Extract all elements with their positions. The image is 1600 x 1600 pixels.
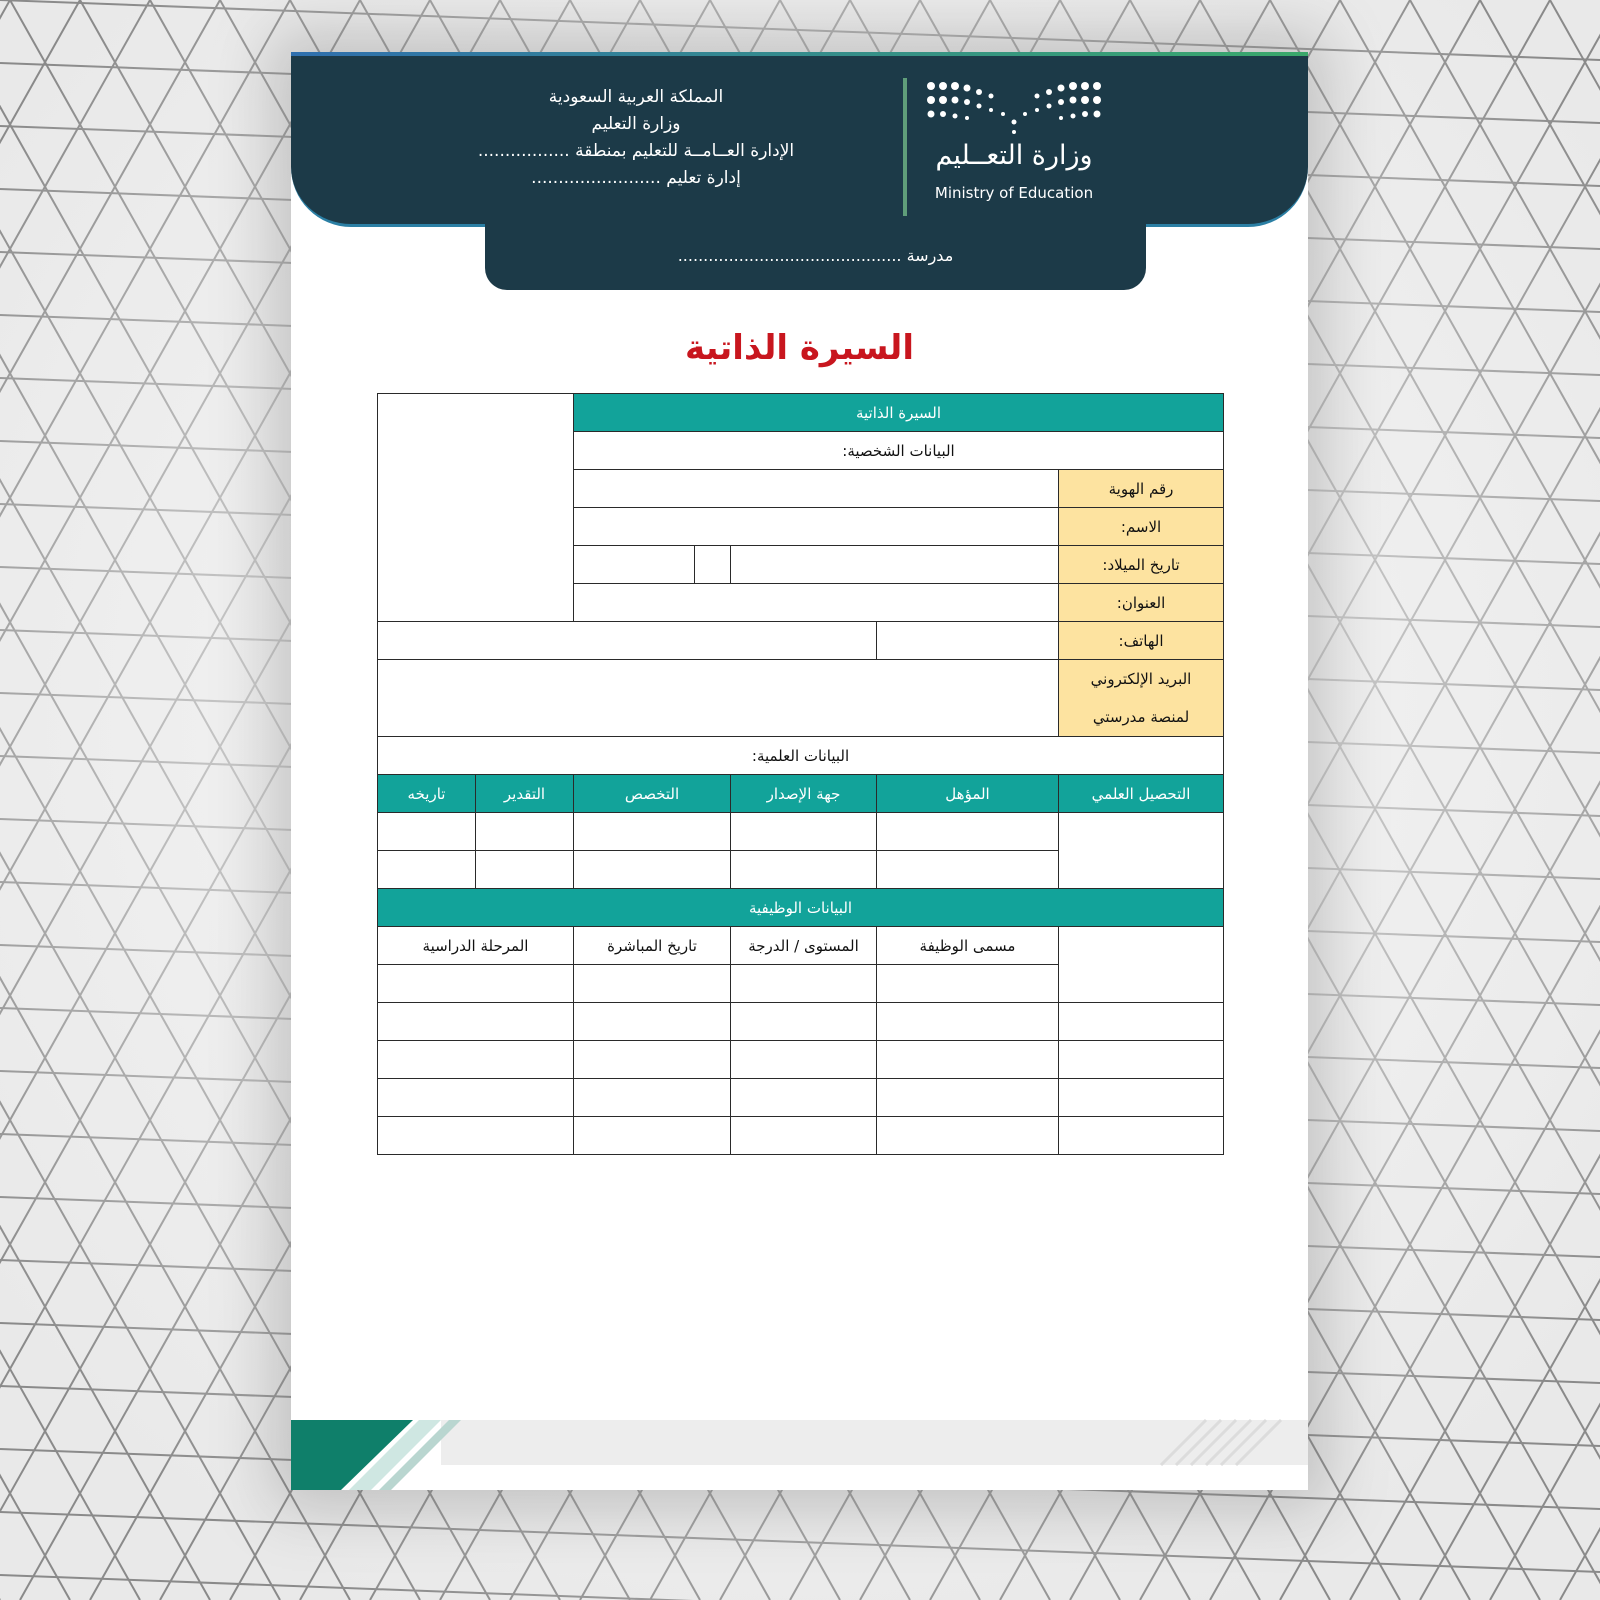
- cv-form-table: [377, 393, 1224, 1155]
- academic-col-issuer: جهة الإصدار: [731, 775, 877, 813]
- table-cell[interactable]: [877, 1079, 1059, 1117]
- table-cell[interactable]: [731, 965, 877, 1003]
- header-divider: [903, 78, 907, 216]
- table-cell[interactable]: [378, 965, 574, 1003]
- table-cell[interactable]: [378, 851, 476, 889]
- table-cell[interactable]: [731, 1041, 877, 1079]
- personal-data-heading: البيانات الشخصية:: [574, 432, 1224, 470]
- table-cell[interactable]: [731, 1079, 877, 1117]
- table-cell[interactable]: [877, 1117, 1059, 1155]
- footer-decoration: [291, 1415, 1308, 1490]
- job-side-cell[interactable]: [1059, 927, 1224, 1003]
- general-administration-line: الإدارة العــامــة للتعليم بمنطقة .................: [477, 141, 795, 161]
- phone-field-2[interactable]: [378, 622, 877, 660]
- birth-date-month-field[interactable]: [695, 546, 731, 584]
- table-cell[interactable]: [1059, 1079, 1224, 1117]
- job-data-heading: البيانات الوظيفية: [378, 889, 1224, 927]
- email-field[interactable]: [378, 660, 1059, 737]
- cv-document-page: [291, 52, 1308, 1490]
- table-cell[interactable]: [731, 1003, 877, 1041]
- table-cell[interactable]: [378, 1079, 574, 1117]
- ministry-name: وزارة التعليم: [591, 114, 681, 134]
- id-number-label: رقم الهوية: [1059, 470, 1224, 508]
- kingdom-name: المملكة العربية السعودية: [548, 87, 724, 107]
- address-field[interactable]: [574, 584, 1059, 622]
- table-cell[interactable]: [574, 1003, 731, 1041]
- photo-box[interactable]: [378, 394, 574, 622]
- academic-col-date: تاريخه: [378, 775, 476, 813]
- email-label: [1059, 660, 1224, 737]
- email-label-line-1: البريد الإلكتروني: [1090, 670, 1192, 688]
- ministry-logo-dots-icon: [921, 78, 1107, 140]
- table-cell[interactable]: [731, 851, 877, 889]
- birth-date-label: تاريخ الميلاد:: [1059, 546, 1224, 584]
- page-title: السيرة الذاتية: [685, 328, 914, 368]
- academic-achievement-cell[interactable]: [1059, 813, 1224, 889]
- cv-table-header: السيرة الذاتية: [574, 394, 1224, 432]
- birth-date-day-field[interactable]: [731, 546, 1059, 584]
- job-col-start-date: تاريخ المباشرة: [574, 927, 731, 965]
- email-label-line-2: لمنصة مدرستي: [1092, 708, 1190, 726]
- name-field[interactable]: [574, 508, 1059, 546]
- school-name-bar: [485, 224, 1146, 290]
- table-cell[interactable]: [1059, 1041, 1224, 1079]
- table-cell[interactable]: [378, 1003, 574, 1041]
- academic-col-grade: التقدير: [476, 775, 574, 813]
- table-cell[interactable]: [378, 1117, 574, 1155]
- header-text-block: [441, 84, 831, 192]
- table-cell[interactable]: [877, 965, 1059, 1003]
- table-cell[interactable]: [731, 813, 877, 851]
- table-cell[interactable]: [1059, 1003, 1224, 1041]
- table-cell[interactable]: [1059, 1117, 1224, 1155]
- job-col-title: مسمى الوظيفة: [877, 927, 1059, 965]
- table-cell[interactable]: [476, 851, 574, 889]
- table-cell[interactable]: [574, 851, 731, 889]
- id-number-field[interactable]: [574, 470, 1059, 508]
- name-label: الاسم:: [1059, 508, 1224, 546]
- table-cell[interactable]: [574, 965, 731, 1003]
- phone-field-1[interactable]: [877, 622, 1059, 660]
- academic-col-specialization: التخصص: [574, 775, 731, 813]
- table-cell[interactable]: [378, 1041, 574, 1079]
- table-cell[interactable]: [378, 813, 476, 851]
- ministry-header-banner: [291, 56, 1308, 227]
- table-cell[interactable]: [877, 1041, 1059, 1079]
- academic-col-qualification: المؤهل: [877, 775, 1059, 813]
- education-office-line: إدارة تعليم ........................: [531, 168, 741, 188]
- academic-data-heading: البيانات العلمية:: [378, 737, 1224, 775]
- table-cell[interactable]: [731, 1117, 877, 1155]
- job-col-level: المستوى / الدرجة: [731, 927, 877, 965]
- ministry-logo: [921, 78, 1121, 218]
- table-cell[interactable]: [574, 1079, 731, 1117]
- job-col-school-stage: المرحلة الدراسية: [378, 927, 574, 965]
- school-name-field: مدرسة ............................................: [677, 246, 954, 265]
- table-cell[interactable]: [574, 813, 731, 851]
- academic-col-achievement: التحصيل العلمي: [1059, 775, 1224, 813]
- phone-label: الهاتف:: [1059, 622, 1224, 660]
- table-cell[interactable]: [476, 813, 574, 851]
- logo-arabic-text: وزارة التعــليم: [935, 140, 1093, 171]
- table-cell[interactable]: [877, 851, 1059, 889]
- address-label: العنوان:: [1059, 584, 1224, 622]
- logo-english-text: Ministry of Education: [934, 184, 1094, 202]
- table-cell[interactable]: [574, 1117, 731, 1155]
- table-cell[interactable]: [877, 1003, 1059, 1041]
- birth-date-year-field[interactable]: [574, 546, 695, 584]
- table-cell[interactable]: [574, 1041, 731, 1079]
- table-cell[interactable]: [877, 813, 1059, 851]
